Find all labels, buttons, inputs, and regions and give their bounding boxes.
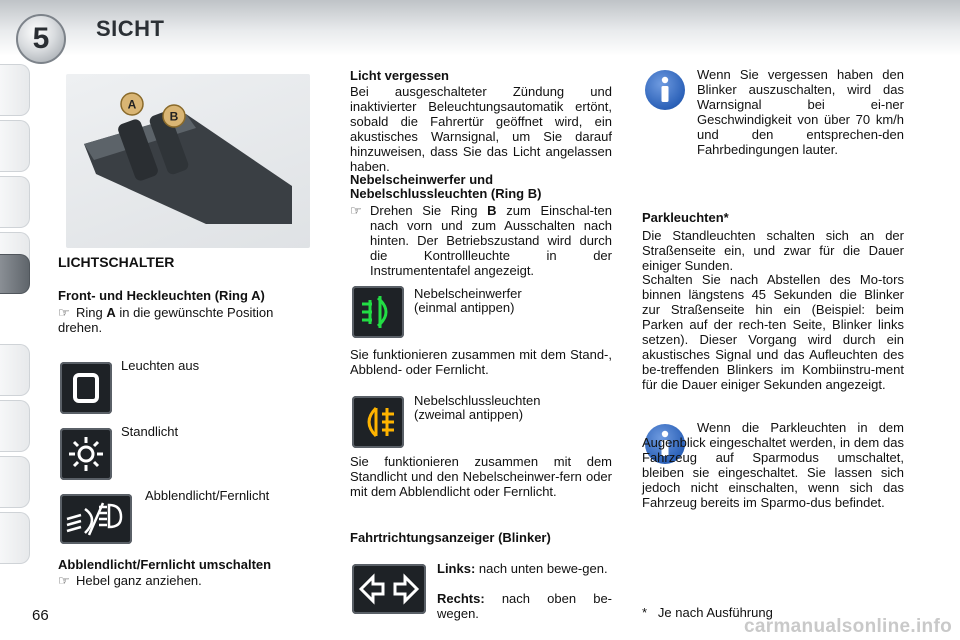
light-switch-photo	[66, 74, 310, 248]
front-fog-label-1: Nebelscheinwerfer	[414, 286, 522, 301]
indicator-right-text: Rechts: nach oben be-wegen.	[437, 591, 612, 621]
ring-a-label: A	[127, 97, 137, 112]
hand-bullet: ☞	[58, 573, 70, 588]
section-title-light-switch: LICHTSCHALTER	[58, 254, 175, 270]
info-indicator-warning: Wenn Sie vergessen haben den Blinker auszuschalten, wird das Warnsignal bei ei-ner Geschwindigkeit von über 70 km/h und den entsprechen-den Fahrbedingungen lauter.	[697, 67, 904, 157]
info-icon	[645, 70, 685, 110]
front-rear-heading: Front- und Heckleuchten (Ring A)	[58, 288, 265, 303]
front-fog-text: Sie funktionieren zusammen mit dem Stand-, Abblend- oder Fernlicht.	[350, 347, 612, 377]
turn-indicator-icon	[352, 564, 426, 614]
rear-fog-icon	[352, 396, 404, 448]
parking-light-label: Standlicht	[121, 424, 179, 439]
chapter-tab-2[interactable]	[0, 120, 30, 172]
lights-off-icon	[60, 362, 112, 414]
chapter-tab-1[interactable]	[0, 64, 30, 116]
hand-bullet: ☞	[58, 305, 70, 320]
stalk-illustration	[66, 74, 310, 248]
parking-lights-heading: Parkleuchten*	[642, 210, 729, 225]
rear-fog-text: Sie funktionieren zusammen mit dem Standlicht und den Nebelscheinwer-fern oder mit dem Abblendlicht oder Fernlicht.	[350, 454, 612, 499]
fog-heading-line-2: Nebelschlussleuchten (Ring B)	[350, 186, 542, 201]
rear-fog-label-1: Nebelschlussleuchten	[414, 393, 541, 408]
parking-lights-paragraph-2: Schalten Sie nach Abstellen des Mo-tors binnen längstens 45 Sekunden die Blinker zur Straßenseite hin ein (Beispiel: beim Parken auf der rech-ten Seite, Blinker links setzen). Dieser Vorgang wird durch ein akustisches Signal und das Aufleuchten des be-treffenden Blinkers im Kombiinstru-ment für die Dauer einiger Sekunden angezeigt.	[642, 272, 904, 392]
chapter-tab-9[interactable]	[0, 512, 30, 564]
fog-heading-line-1: Nebelscheinwerfer und	[350, 172, 494, 187]
chapter-tab-6[interactable]	[0, 344, 30, 396]
indicator-heading: Fahrtrichtungsanzeiger (Blinker)	[350, 530, 551, 545]
front-fog-icon	[352, 286, 404, 338]
parking-lights-paragraph-1: Die Standleuchten schalten sich an der Straßenseite ein, und zwar für die Dauer einiger Sunden.	[642, 228, 904, 273]
rear-fog-label-2: (zweimal antippen)	[414, 407, 524, 422]
chapter-tab-3[interactable]	[0, 176, 30, 228]
chapter-tab-8[interactable]	[0, 456, 30, 508]
ring-b-label: B	[169, 109, 179, 124]
chapter-tab-5-active[interactable]	[0, 254, 30, 294]
chapter-badge	[16, 14, 66, 64]
indicator-left-text: Links: nach unten bewe-gen.	[437, 561, 608, 576]
front-fog-label-2: (einmal antippen)	[414, 300, 515, 315]
fog-instruction	[350, 203, 612, 278]
info-parking-economy-mode: Wenn die Parkleuchten in dem Augenblick eingeschaltet werden, in dem das Fahrzeug auf Sparmodus umschaltet, bleiben sie eingeschaltet. Sie lassen sich jedoch nicht einschalten, wenn sich das Fahrzeug bereits im Sparmo-dus befindet.	[642, 420, 904, 510]
beam-switch-heading: Abblendlicht/Fernlicht umschalten	[58, 557, 272, 572]
hand-bullet: ☞	[350, 203, 362, 218]
beam-switch-instruction: ☞ Hebel ganz anziehen.	[58, 573, 202, 588]
fog-instruction-text: Drehen Sie Ring B zum Einschal-ten nach vorn und zum Ausschalten nach hinten. Der Betriebszustand wird durch die Kontrollleuchte in der Instrumententafel angezeigt.	[370, 203, 612, 278]
forget-lights-heading: Licht vergessen	[350, 68, 449, 83]
chapter-tab-7[interactable]	[0, 400, 30, 452]
lights-off-label: Leuchten aus	[121, 358, 200, 373]
footer-watermark: carmanualsonline.info	[744, 616, 952, 637]
front-rear-instruction: ☞ Ring A in die gewünschte Position drehen.	[58, 305, 274, 335]
low-high-beam-label: Abblendlicht/Fernlicht	[145, 488, 270, 503]
parking-light-icon	[60, 428, 112, 480]
page-number: 66	[32, 607, 49, 624]
chapter-number: 5	[32, 22, 50, 55]
forget-lights-text: Bei ausgeschalteter Zündung und inaktivierter Beleuchtungsautomatik ertönt, sobald die Fahrertür geöffnet wird, ein akustisches Warnsignal, um Sie darauf hinzuweisen, dass Sie das Licht angelassen haben.	[350, 84, 612, 174]
low-high-beam-icon	[60, 494, 132, 544]
page-title: SICHT	[96, 16, 165, 41]
chapter-tabs	[0, 64, 32, 576]
footnote: * Je nach Ausführung	[642, 605, 773, 620]
